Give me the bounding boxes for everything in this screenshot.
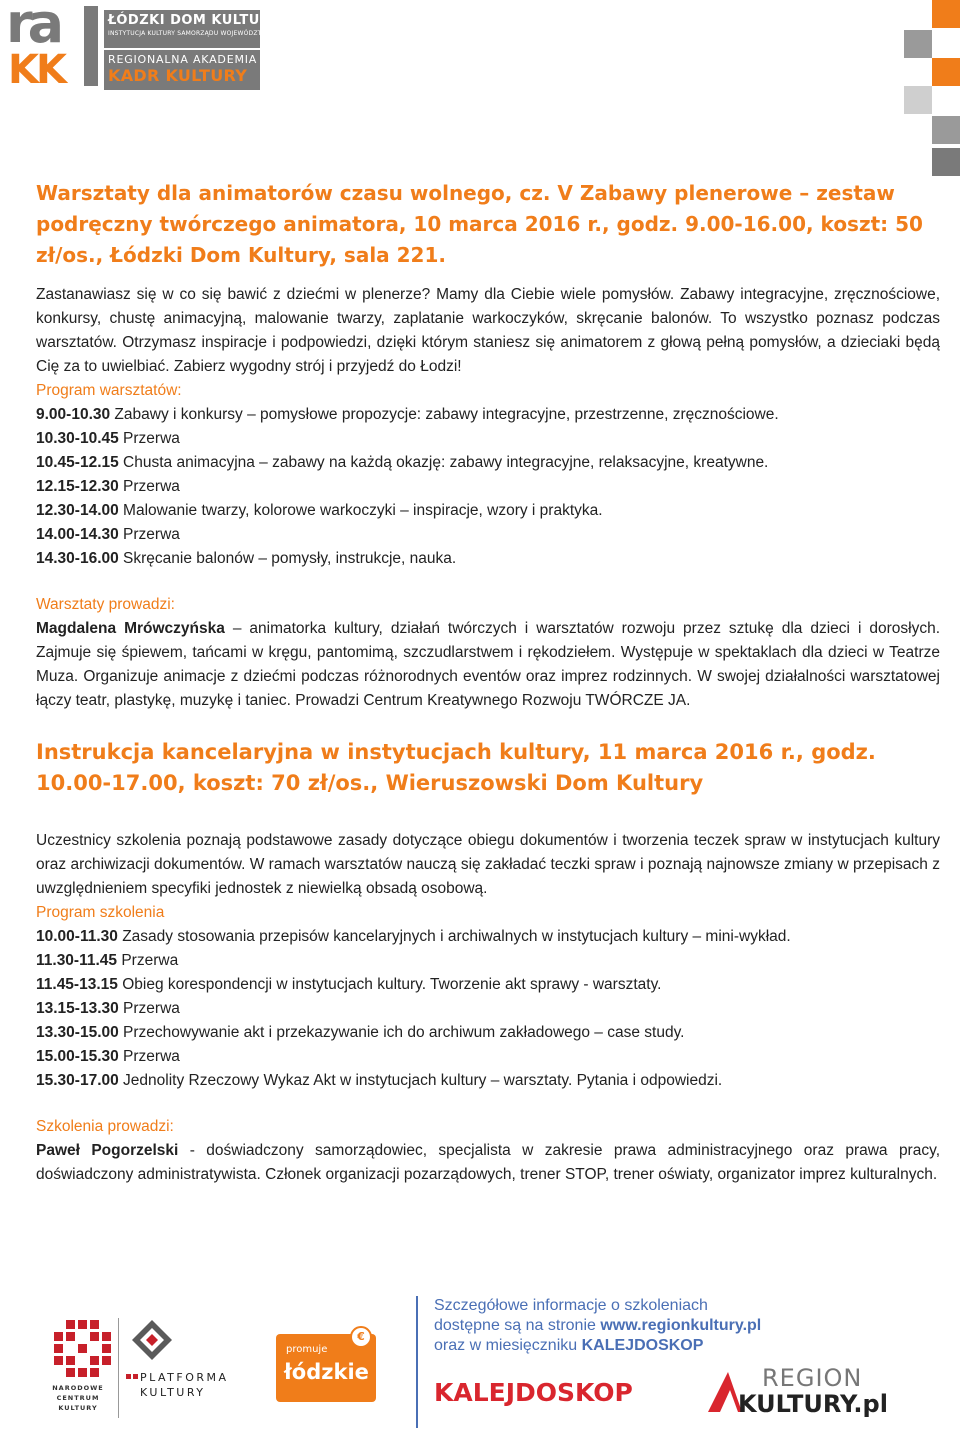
magazine-name: KALEJDOSKOP <box>581 1337 704 1354</box>
euro-icon: € <box>350 1326 372 1348</box>
program-item <box>36 403 940 427</box>
section2-program-heading: Program szkolenia <box>36 904 165 921</box>
footer-divider <box>118 1318 119 1418</box>
org-subtitle: INSTYTUCJA KULTURY SAMORZĄDU WOJEWÓDZTWA ŁÓDZKIEGO <box>108 30 312 37</box>
program-time: 11.45-13.15 <box>36 976 118 993</box>
program-time: 15.30-17.00 <box>36 1072 119 1089</box>
section1-trainer-bio <box>36 617 940 713</box>
section1-program-list <box>36 403 940 571</box>
program-text: Jednolity Rzeczowy Wykaz Akt w instytucjach kultury – warsztaty. Pytania i odpowiedzi. <box>118 1072 723 1089</box>
rakk-logo <box>4 0 312 93</box>
promuje-text: promuje <box>286 1344 328 1355</box>
section1-trainer-heading: Warsztaty prowadzi: <box>36 596 175 613</box>
section2-trainer-bio <box>36 1139 940 1187</box>
org-name-box <box>104 10 312 48</box>
academy-box <box>104 50 260 90</box>
section2-intro: Uczestnicy szkolenia poznają podstawowe zasady dotyczące obiegu dokumentów i tworzenia teczek spraw w instytucjach kultury oraz archiwizacji dokumentów. W ramach warsztatów nauczą się zakładać teczki spraw i poznają najnowsze zmiany w przepisach z uwzględnieniem specyfiki jednostek z niewielką obsadą osobową. <box>36 832 940 897</box>
footer-blue-divider <box>416 1296 418 1428</box>
program-item <box>36 949 940 973</box>
kultury-text: KULTURY.pl <box>738 1390 888 1418</box>
checker-square <box>904 30 932 58</box>
program-text: Przerwa <box>118 526 180 543</box>
program-item <box>36 925 940 949</box>
program-item <box>36 427 940 451</box>
program-text: Przerwa <box>118 1048 180 1065</box>
program-time: 10.45-12.15 <box>36 454 119 471</box>
trainer-name: Magdalena Mrówczyńska <box>36 620 225 637</box>
trainer-name: Paweł Pogorzelski <box>36 1142 179 1159</box>
academy-line-1: REGIONALNA AKADEMIA <box>108 53 258 66</box>
program-text: Przerwa <box>118 1000 180 1017</box>
trainer-bio-text: - doświadczony samorządowiec, specjalista w zakresie prawa administracyjnego oraz prawa pracy, doświadczony administratywista. Członek organizacji pozarządowych, trener STOP, trener oświaty, organizator imprez kulturalnych. <box>36 1142 941 1183</box>
program-text: Skręcanie balonów – pomysły, instrukcje, nauka. <box>118 550 457 567</box>
platforma-diamond-icon <box>132 1320 172 1360</box>
section1-program-heading: Program warsztatów: <box>36 382 182 399</box>
info-line-3-text: oraz w miesięczniku <box>434 1337 582 1354</box>
checker-square <box>932 148 960 176</box>
section2-program-list <box>36 925 940 1093</box>
program-time: 10.30-10.45 <box>36 430 119 447</box>
program-text: Obieg korespondencji w instytucjach kultury. Tworzenie akt sprawy - warsztaty. <box>117 976 662 993</box>
program-item <box>36 523 940 547</box>
kalejdoskop-logo: KALEJDOSKOP <box>434 1378 633 1407</box>
region-triangle-icon <box>708 1372 742 1412</box>
program-text: Przechowywanie akt i przekazywanie ich do archiwum zakładowego – case study. <box>118 1024 685 1041</box>
program-item <box>36 499 940 523</box>
program-item <box>36 451 940 475</box>
program-item <box>36 1045 940 1069</box>
program-text: Malowanie twarzy, kolorowe warkoczyki – inspiracje, wzory i praktyka. <box>118 502 603 519</box>
program-item <box>36 973 940 997</box>
program-time: 11.30-11.45 <box>36 952 118 969</box>
checker-decoration <box>896 0 960 182</box>
program-text: Przerwa <box>118 430 180 447</box>
section2-title: Instrukcja kancelaryjna w instytucjach kultury, 11 marca 2016 r., godz. 10.00-17.00, koszt: 70 zł/os., Wieruszowski Dom Kultury <box>36 740 876 795</box>
program-time: 9.00-10.30 <box>36 406 111 423</box>
program-time: 12.30-14.00 <box>36 502 119 519</box>
info-line-3 <box>434 1336 761 1356</box>
program-time: 13.15-13.30 <box>36 1000 119 1017</box>
region-kultury-logo <box>708 1364 908 1424</box>
trainer-bio-text: – animatorka kultury, działań twórczych i warsztatów rozwoju przez sztukę dla dzieci i dorosłych. Zajmuje się śpiewem, tańcami w kręgu, pantomimą, szczudlarstwem i rękodziełem. Występuje w spektaklach dla dzieci w Teatrze Muza. Organizuje animacje z dziećmi podczas różnorodnych eventów oraz imprez rodzinnych. W swojej działalności warsztatowej łączy teatr, plastykę, muzykę i taniec. Prowadzi Centrum Kreatywnego Rozwoju TWÓRCZE JA. <box>36 620 940 709</box>
program-time: 10.00-11.30 <box>36 928 118 945</box>
logo-kk-text: KK <box>8 47 64 93</box>
program-text: Zabawy i konkursy – pomysłowe propozycje: zabawy integracyjne, przestrzenne, zręcznościowe. <box>110 406 779 423</box>
nck-logo <box>50 1320 106 1413</box>
org-name: ŁÓDZKI DOM KULTURY <box>108 13 280 28</box>
section1-intro: Zastanawiasz się w co się bawić z dziećmi w plenerze? Mamy dla Ciebie wiele pomysłów. Zabawy integracyjne, zręcznościowe, konkursy, chustę animacyjną, malowanie twarzy, zaplatanie warkoczyków, skręcanie balonów. To wszystko poznasz podczas warsztatów. Otrzymasz inspiracje i podpowiedzi, dzięki którym staniesz się animatorem z głową pełną pomysłów, a dzieciaki będą Cię za to uwielbiać. Zabierz wygodny strój i przyjedź do Łodzi! <box>36 286 940 375</box>
info-line-1: Szczegółowe informacje o szkoleniach <box>434 1297 708 1314</box>
platforma-dots <box>126 1364 140 1383</box>
program-text: Przerwa <box>118 478 180 495</box>
platforma-line-2: KULTURY <box>140 1386 206 1399</box>
program-time: 14.30-16.00 <box>36 550 119 567</box>
program-time: 12.15-12.30 <box>36 478 119 495</box>
program-text: Chusta animacyjna – zabawy na każdą okazję: zabawy integracyjne, relaksacyjne, kreatywne. <box>118 454 769 471</box>
checker-square <box>904 86 932 114</box>
promuje-lodzkie-logo <box>276 1330 376 1402</box>
nck-text: NARODOWE CENTRUM KULTURY <box>52 1384 104 1412</box>
program-item <box>36 1021 940 1045</box>
program-item <box>36 997 940 1021</box>
nck-emblem <box>54 1320 106 1377</box>
program-text: Przerwa <box>117 952 179 969</box>
program-time: 14.00-14.30 <box>36 526 119 543</box>
checker-square <box>932 116 960 144</box>
logo-ra-text: ra <box>6 0 60 55</box>
platforma-text <box>140 1370 229 1400</box>
platforma-line-1: PLATFORMA <box>140 1371 229 1384</box>
section2-trainer-heading: Szkolenia prowadzi: <box>36 1118 174 1135</box>
program-time: 15.00-15.30 <box>36 1048 119 1065</box>
region-text: REGION <box>762 1364 863 1392</box>
program-item <box>36 547 940 571</box>
program-time: 13.30-15.00 <box>36 1024 119 1041</box>
program-item <box>36 1069 940 1093</box>
footer-info <box>434 1296 761 1356</box>
program-text: Zasady stosowania przepisów kancelaryjnych i archiwalnych w instytucjach kultury – mini-wykład. <box>117 928 791 945</box>
lodzkie-text: łódzkie <box>284 1360 369 1384</box>
document-body <box>36 178 940 1187</box>
footer <box>0 1290 960 1429</box>
section1-title: Warsztaty dla animatorów czasu wolnego, cz. V Zabawy plenerowe – zestaw podręczny twórczego animatora, 10 marca 2016 r., godz. 9.00-16.00, koszt: 50 zł/os., Łódzki Dom Kultury, sala 221. <box>36 181 923 267</box>
academy-line-2: KADR KULTURY <box>108 66 248 85</box>
info-line-2 <box>434 1316 761 1336</box>
info-line-2-text: dostępne są na stronie <box>434 1317 601 1334</box>
checker-square <box>932 0 960 28</box>
website-link[interactable]: www.regionkultury.pl <box>600 1317 762 1334</box>
logo-bar <box>84 6 98 86</box>
program-item <box>36 475 940 499</box>
checker-square <box>932 58 960 86</box>
